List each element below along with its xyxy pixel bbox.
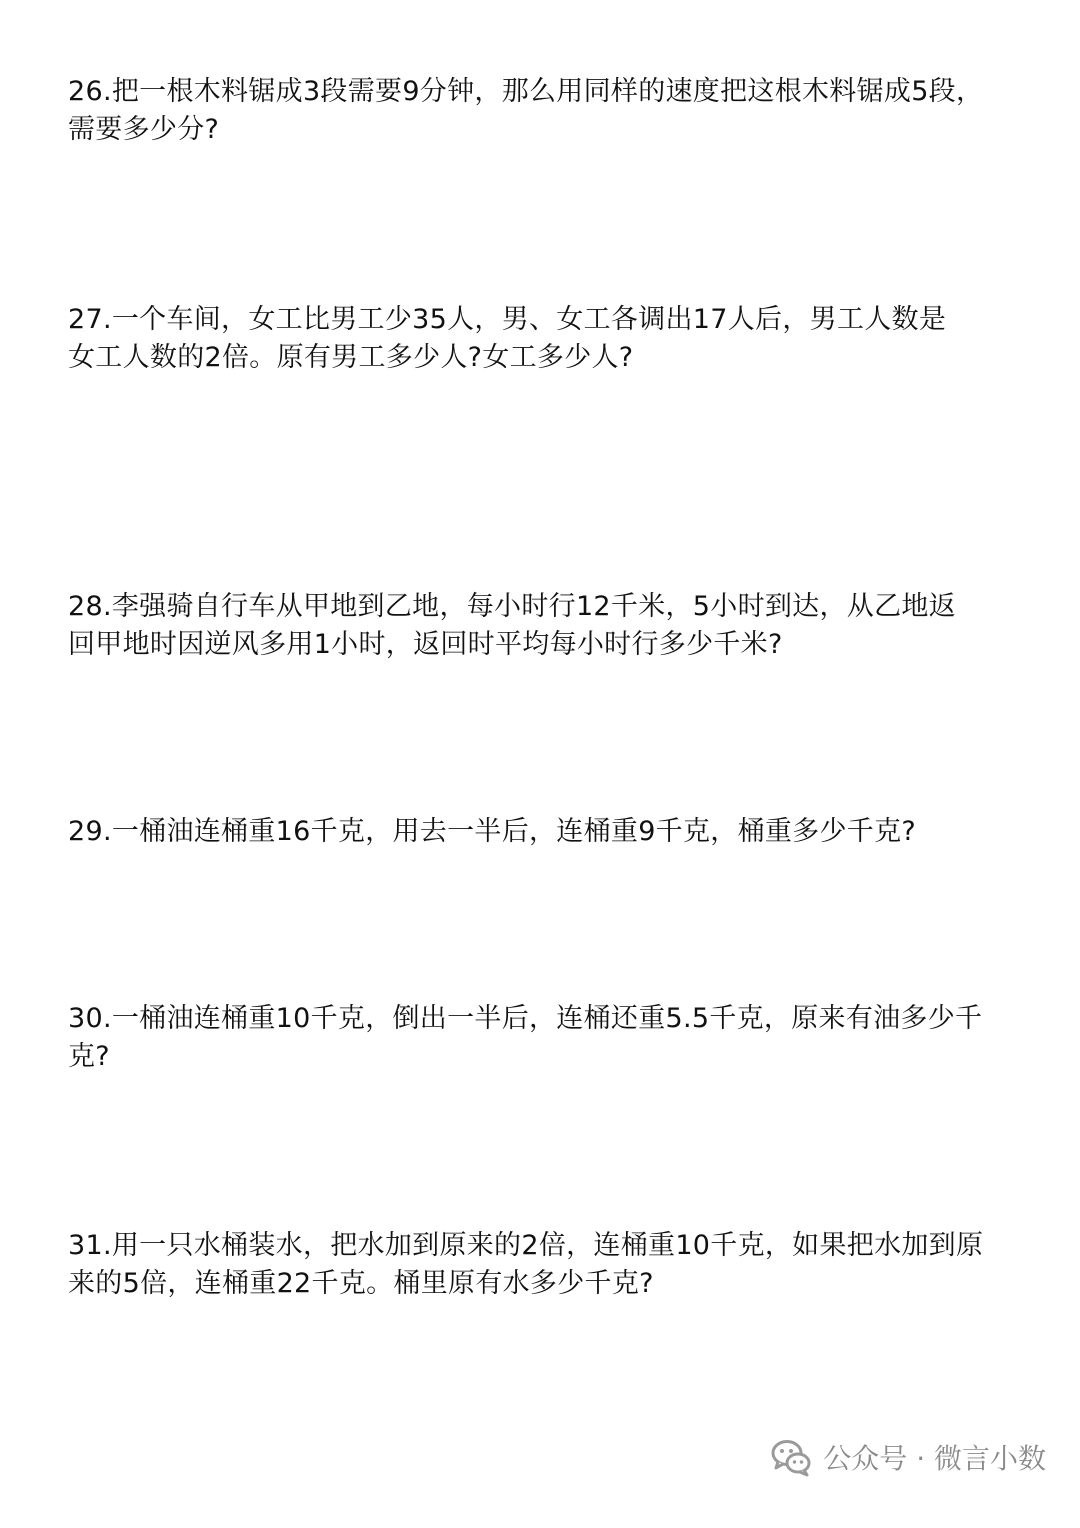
problem-text-line: 来的5倍，连桶重22千克。桶里原有水多少千克? [68, 1268, 654, 1299]
problem-text-line: 31.用一只水桶装水，把水加到原来的2倍，连桶重10千克，如果把水加到原 [68, 1230, 984, 1261]
watermark-text: 公众号 · 微言小数 [823, 1442, 1046, 1475]
problem-text-line: 需要多少分? [68, 114, 220, 145]
problem-text-line: 女工人数的2倍。原有男工多少人?女工多少人? [68, 342, 634, 373]
problem-26 [68, 73, 1028, 149]
problem-text-line: 26.把一根木料锯成3段需要9分钟，那么用同样的速度把这根木料锯成5段， [68, 76, 984, 107]
problem-text-line: 克? [68, 1041, 110, 1072]
problem-text-line: 28.李强骑自行车从甲地到乙地，每小时行12千米，5小时到达，从乙地返 [68, 591, 956, 622]
problem-text-line: 29.一桶油连桶重16千克，用去一半后，连桶重9千克，桶重多少千克? [68, 816, 917, 847]
problem-text-line: 回甲地时因逆风多用1小时，返回时平均每小时行多少千米? [68, 629, 783, 660]
problem-29 [68, 813, 1028, 851]
wechat-icon [769, 1435, 813, 1479]
problem-27 [68, 301, 1028, 377]
problem-text-line: 27.一个车间，女工比男工少35人，男、女工各调出17人后，男工人数是 [68, 304, 947, 335]
watermark [769, 1432, 1046, 1482]
problem-text-line: 30.一桶油连桶重10千克，倒出一半后，连桶还重5.5千克，原来有油多少千 [68, 1003, 983, 1034]
problem-30 [68, 1000, 1028, 1076]
problem-31 [68, 1227, 1028, 1303]
problem-28 [68, 588, 1028, 664]
